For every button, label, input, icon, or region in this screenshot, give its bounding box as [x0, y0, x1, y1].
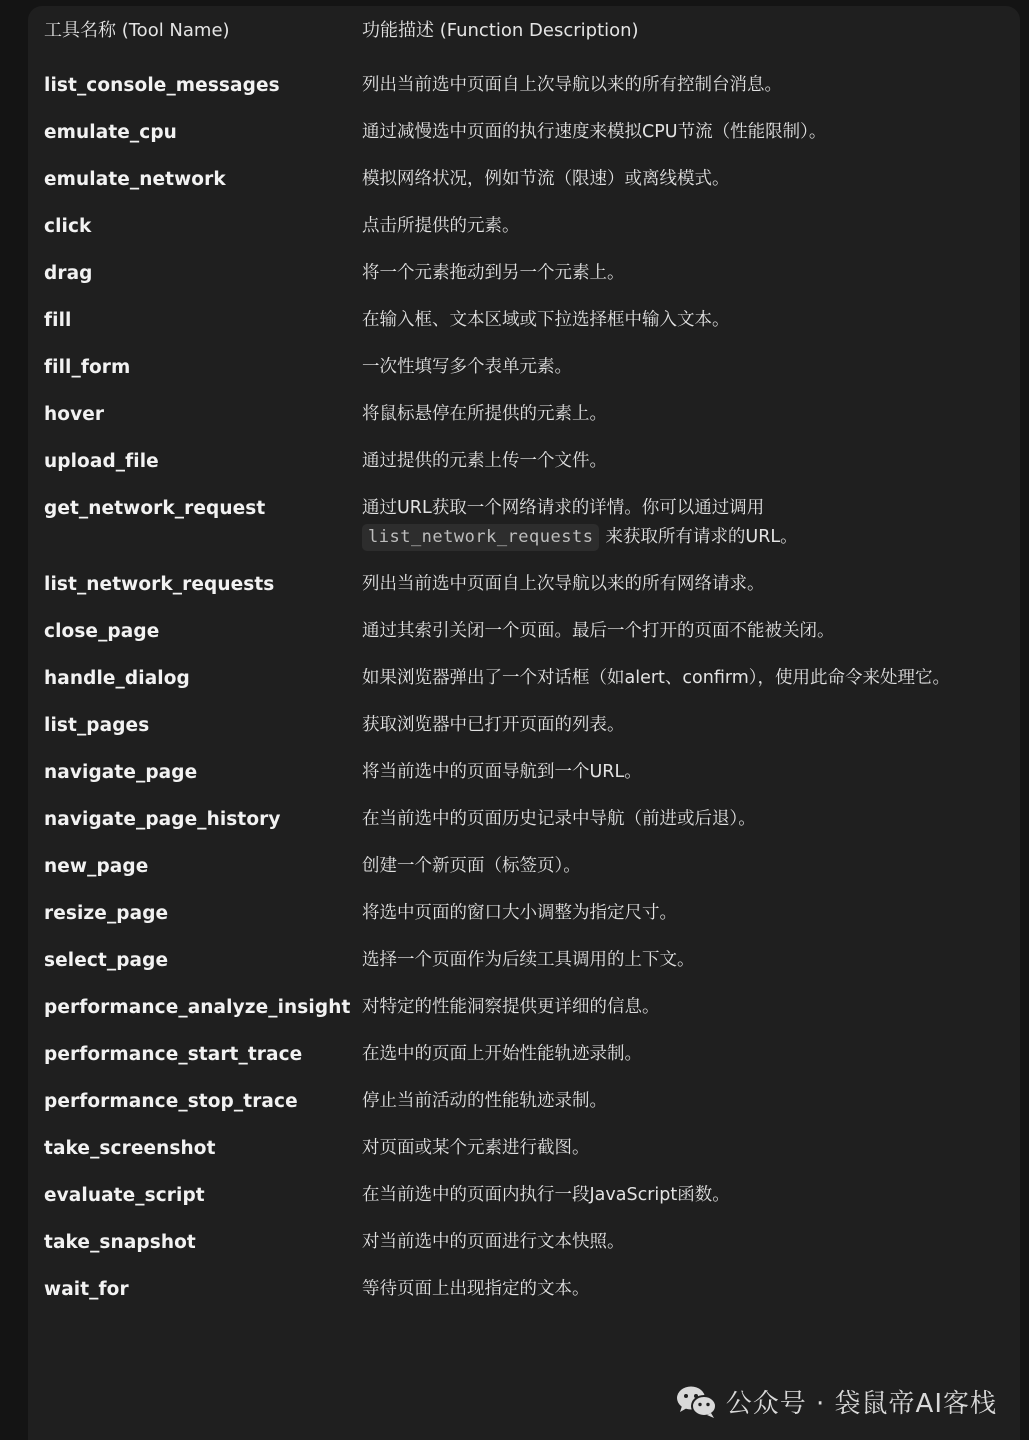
- tools-table-container: [44, 12, 1004, 1313]
- table-row: [44, 62, 1004, 109]
- table-row: [44, 250, 1004, 297]
- table-row: [44, 561, 1004, 608]
- tool-name-cell: drag: [44, 263, 93, 284]
- table-row: [44, 109, 1004, 156]
- tool-description-cell: [362, 843, 1004, 890]
- tool-name-cell: hover: [44, 404, 105, 425]
- tool-description-cell: [362, 749, 1004, 796]
- table-row: [44, 391, 1004, 438]
- inline-code: list_network_requests: [362, 524, 599, 551]
- tool-name-cell: fill_form: [44, 357, 131, 378]
- description-text: 如果浏览器弹出了一个对话框（如alert、confirm），使用此命令来处理它。: [362, 668, 951, 688]
- description-text: 在当前选中的页面内执行一段JavaScript函数。: [362, 1185, 730, 1205]
- tool-description-cell: [362, 156, 1004, 203]
- tool-description-cell: [362, 608, 1004, 655]
- description-text: 模拟网络状况，例如节流（限速）或离线模式。: [362, 169, 730, 189]
- description-text: 将一个元素拖动到另一个元素上。: [362, 263, 625, 283]
- description-text: 通过URL获取一个网络请求的详情。你可以通过调用: [362, 498, 765, 518]
- tool-name-cell: fill: [44, 310, 72, 331]
- tool-name-cell: new_page: [44, 856, 149, 877]
- description-text: 在选中的页面上开始性能轨迹录制。: [362, 1044, 642, 1064]
- description-text: 点击所提供的元素。: [362, 216, 520, 236]
- tool-name-cell: click: [44, 216, 92, 237]
- tool-description-cell: [362, 1031, 1004, 1078]
- wechat-icon: [676, 1385, 718, 1419]
- description-text: 在输入框、文本区域或下拉选择框中输入文本。: [362, 310, 730, 330]
- description-text: 将选中页面的窗口大小调整为指定尺寸。: [362, 903, 677, 923]
- tool-description-cell: [362, 344, 1004, 391]
- description-text: 通过提供的元素上传一个文件。: [362, 451, 607, 471]
- tool-name-cell: close_page: [44, 621, 160, 642]
- table-row: [44, 1219, 1004, 1266]
- tool-name-cell: get_network_request: [44, 498, 266, 519]
- table-header-row: [44, 12, 1004, 62]
- tool-name-cell: take_screenshot: [44, 1138, 216, 1159]
- description-text: 选择一个页面作为后续工具调用的上下文。: [362, 950, 695, 970]
- tool-name-cell: handle_dialog: [44, 668, 190, 689]
- tool-name-cell: navigate_page: [44, 762, 198, 783]
- tool-name-cell: performance_start_trace: [44, 1044, 303, 1065]
- table-row: [44, 608, 1004, 655]
- tool-name-cell: emulate_network: [44, 169, 226, 190]
- tool-name-cell: navigate_page_history: [44, 809, 281, 830]
- tool-name-cell: take_snapshot: [44, 1232, 196, 1253]
- description-text: 列出当前选中页面自上次导航以来的所有网络请求。: [362, 574, 765, 594]
- table-row: [44, 438, 1004, 485]
- tool-name-cell: performance_analyze_insight: [44, 997, 351, 1018]
- tool-description-cell: [362, 250, 1004, 297]
- tool-name-cell: list_network_requests: [44, 574, 275, 595]
- tool-name-cell: upload_file: [44, 451, 159, 472]
- tool-description-cell: [362, 62, 1004, 109]
- tool-name-cell: resize_page: [44, 903, 169, 924]
- table-row: [44, 485, 1004, 561]
- tool-description-cell: [362, 438, 1004, 485]
- description-text: 在当前选中的页面历史记录中导航（前进或后退）。: [362, 809, 756, 829]
- tool-description-cell: [362, 485, 1004, 561]
- tool-name-cell: list_console_messages: [44, 75, 280, 96]
- tool-description-cell: [362, 561, 1004, 608]
- description-text: 列出当前选中页面自上次导航以来的所有控制台消息。: [362, 75, 782, 95]
- tool-description-cell: [362, 1078, 1004, 1125]
- description-text-continued: 来获取所有请求的URL。: [605, 527, 798, 547]
- tool-name-cell: select_page: [44, 950, 169, 971]
- table-body: [44, 62, 1004, 1313]
- table-row: [44, 655, 1004, 702]
- table-row: [44, 843, 1004, 890]
- tool-description-cell: [362, 702, 1004, 749]
- table-row: [44, 1125, 1004, 1172]
- tool-description-cell: [362, 1266, 1004, 1313]
- tool-name-cell: performance_stop_trace: [44, 1091, 298, 1112]
- header-tool-name: 工具名称 (Tool Name): [44, 20, 230, 41]
- description-text: 通过其索引关闭一个页面。最后一个打开的页面不能被关闭。: [362, 621, 835, 641]
- tool-name-cell: evaluate_script: [44, 1185, 205, 1206]
- table-row: [44, 297, 1004, 344]
- description-text: 等待页面上出现指定的文本。: [362, 1279, 590, 1299]
- tool-description-cell: [362, 391, 1004, 438]
- description-text: 将当前选中的页面导航到一个URL。: [362, 762, 642, 782]
- table-row: [44, 1172, 1004, 1219]
- description-text: 对当前选中的页面进行文本快照。: [362, 1232, 625, 1252]
- tool-name-cell: emulate_cpu: [44, 122, 177, 143]
- tool-description-cell: [362, 297, 1004, 344]
- table-row: [44, 344, 1004, 391]
- tool-description-cell: [362, 1172, 1004, 1219]
- watermark: [676, 1383, 997, 1420]
- description-text: 将鼠标悬停在所提供的元素上。: [362, 404, 607, 424]
- description-text: 通过减慢选中页面的执行速度来模拟CPU节流（性能限制）。: [362, 122, 827, 142]
- header-function-description: 功能描述 (Function Description): [362, 20, 639, 41]
- tool-name-cell: list_pages: [44, 715, 150, 736]
- tool-description-cell: [362, 937, 1004, 984]
- watermark-text: 公众号 · 袋鼠帝AI客栈: [725, 1389, 997, 1419]
- table-row: [44, 1266, 1004, 1313]
- tool-name-cell: wait_for: [44, 1279, 129, 1300]
- description-text: 停止当前活动的性能轨迹录制。: [362, 1091, 607, 1111]
- table-row: [44, 203, 1004, 250]
- description-text: 一次性填写多个表单元素。: [362, 357, 572, 377]
- description-text: 对页面或某个元素进行截图。: [362, 1138, 590, 1158]
- table-row: [44, 796, 1004, 843]
- tool-description-cell: [362, 890, 1004, 937]
- tool-description-cell: [362, 203, 1004, 250]
- tool-description-cell: [362, 109, 1004, 156]
- description-text: 对特定的性能洞察提供更详细的信息。: [362, 997, 660, 1017]
- tool-description-cell: [362, 1219, 1004, 1266]
- tool-description-cell: [362, 984, 1004, 1031]
- tool-description-cell: [362, 1125, 1004, 1172]
- description-text: 创建一个新页面（标签页）。: [362, 856, 581, 876]
- table-row: [44, 1078, 1004, 1125]
- table-row: [44, 937, 1004, 984]
- table-row: [44, 749, 1004, 796]
- tool-description-cell: [362, 655, 1004, 702]
- table-row: [44, 984, 1004, 1031]
- description-text: 获取浏览器中已打开页面的列表。: [362, 715, 625, 735]
- tool-description-cell: [362, 796, 1004, 843]
- table-row: [44, 1031, 1004, 1078]
- tools-table: [44, 12, 1004, 1313]
- table-row: [44, 156, 1004, 203]
- table-row: [44, 890, 1004, 937]
- table-row: [44, 702, 1004, 749]
